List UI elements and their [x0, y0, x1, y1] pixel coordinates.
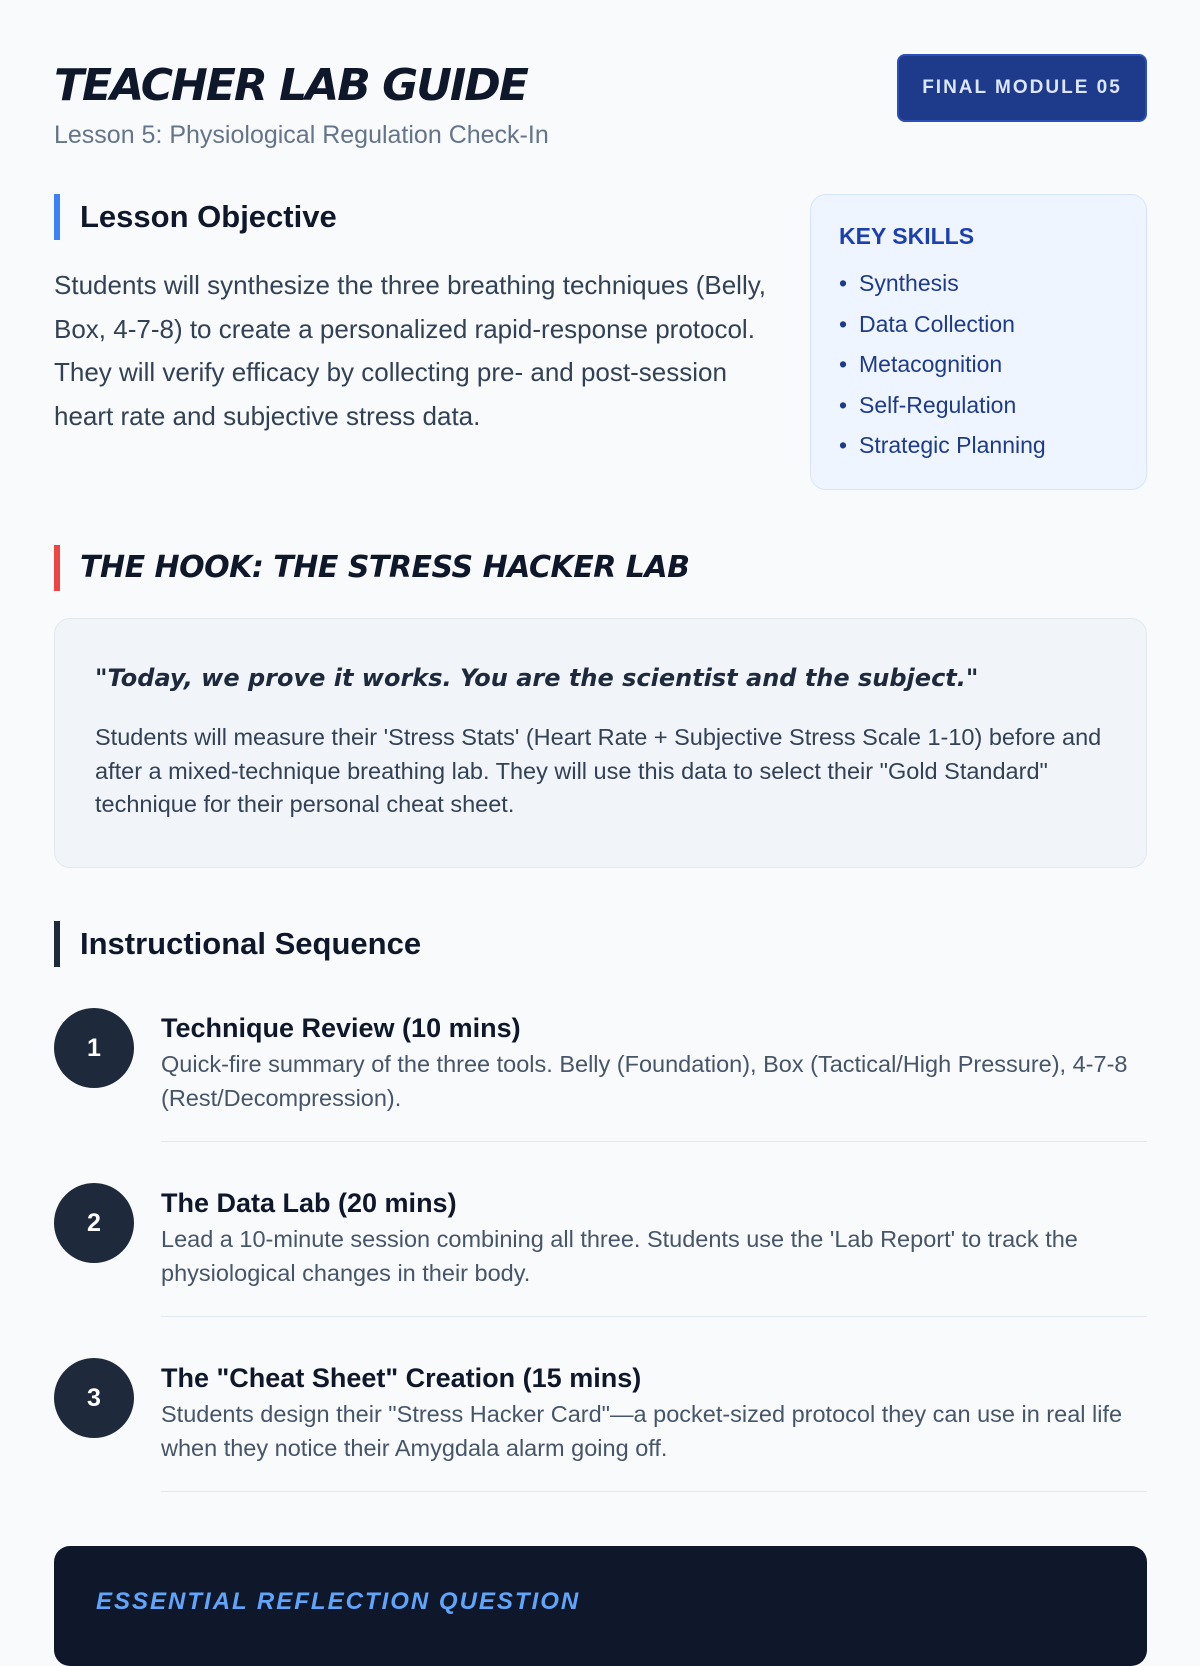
- step-number-badge: 1: [54, 1008, 134, 1088]
- step-divider: [161, 1491, 1147, 1492]
- key-skills-title: KEY SKILLS: [839, 223, 975, 249]
- step-number-badge: 2: [54, 1183, 134, 1263]
- hook-body: Students will measure their 'Stress Stats' (Heart Rate + Subjective Stress Scale 1-10) before and after a mixed-technique breathing lab. They will use this data to select their "Gold Standard" technique for their personal cheat sheet.: [95, 724, 1102, 817]
- hook-quote: "Today, we prove it works. You are the scientist and the subject.": [95, 664, 979, 692]
- step-description: Quick-fire summary of the three tools. Belly (Foundation), Box (Tactical/High Pressure), 4-7-8 (Rest/Decompression).: [161, 1051, 1128, 1111]
- sequence-accent-bar: [54, 921, 60, 967]
- page-header: [54, 52, 1147, 162]
- step-number-badge: 3: [54, 1358, 134, 1438]
- step-divider: [161, 1141, 1147, 1142]
- step-content: [161, 1185, 1147, 1290]
- key-skill-item: • Synthesis: [839, 263, 1118, 304]
- step-content: [161, 1360, 1147, 1465]
- module-badge: FINAL MODULE 05: [897, 54, 1147, 122]
- hook-card: [54, 618, 1147, 868]
- page-title: TEACHER LAB GUIDE: [54, 60, 527, 111]
- objective-accent-bar: [54, 194, 60, 240]
- bullet-icon: •: [839, 432, 848, 458]
- objective-heading: Lesson Objective: [80, 199, 337, 234]
- step-content: [161, 1010, 1147, 1115]
- page-subtitle: Lesson 5: Physiological Regulation Check-In: [54, 121, 549, 149]
- bullet-icon: •: [839, 351, 848, 377]
- hook-heading: THE HOOK: THE STRESS HACKER LAB: [80, 550, 690, 585]
- key-skill-item: • Metacognition: [839, 344, 1118, 385]
- hook-accent-bar: [54, 545, 60, 591]
- reflection-label: ESSENTIAL REFLECTION QUESTION: [96, 1588, 581, 1615]
- objective-section-heading: [54, 194, 337, 240]
- bullet-icon: •: [839, 391, 848, 418]
- step-title: Technique Review (10 mins): [161, 1013, 521, 1043]
- sequence-section-heading: [54, 921, 421, 967]
- sequence-heading: Instructional Sequence: [80, 926, 422, 961]
- key-skill-item: • Strategic Planning: [839, 425, 1118, 466]
- key-skills-list: [839, 263, 1118, 466]
- step-description: Lead a 10-minute session combining all three. Students use the 'Lab Report' to track the physiological changes in their body.: [161, 1226, 1078, 1286]
- key-skills-card: [810, 194, 1147, 490]
- step-description: Students design their "Stress Hacker Card"—a pocket-sized protocol they can use in real life when they notice their Amygdala alarm going off.: [161, 1401, 1123, 1461]
- objective-text: Students will synthesize the three breathing techniques (Belly, Box, 4-7-8) to create a personalized rapid-response protocol. They will verify efficacy by collecting pre- and post-session heart rate and subjective stress data.: [54, 270, 767, 431]
- step-divider: [161, 1316, 1147, 1317]
- reflection-panel: [54, 1546, 1147, 1666]
- bullet-icon: •: [839, 310, 848, 337]
- hook-section-heading: [54, 545, 689, 591]
- step-title: The Data Lab (20 mins): [161, 1188, 457, 1218]
- bullet-icon: •: [839, 270, 848, 296]
- step-title: The "Cheat Sheet" Creation (15 mins): [161, 1363, 642, 1393]
- key-skill-item: • Data Collection: [839, 304, 1118, 345]
- key-skill-item: • Self-Regulation: [839, 385, 1118, 426]
